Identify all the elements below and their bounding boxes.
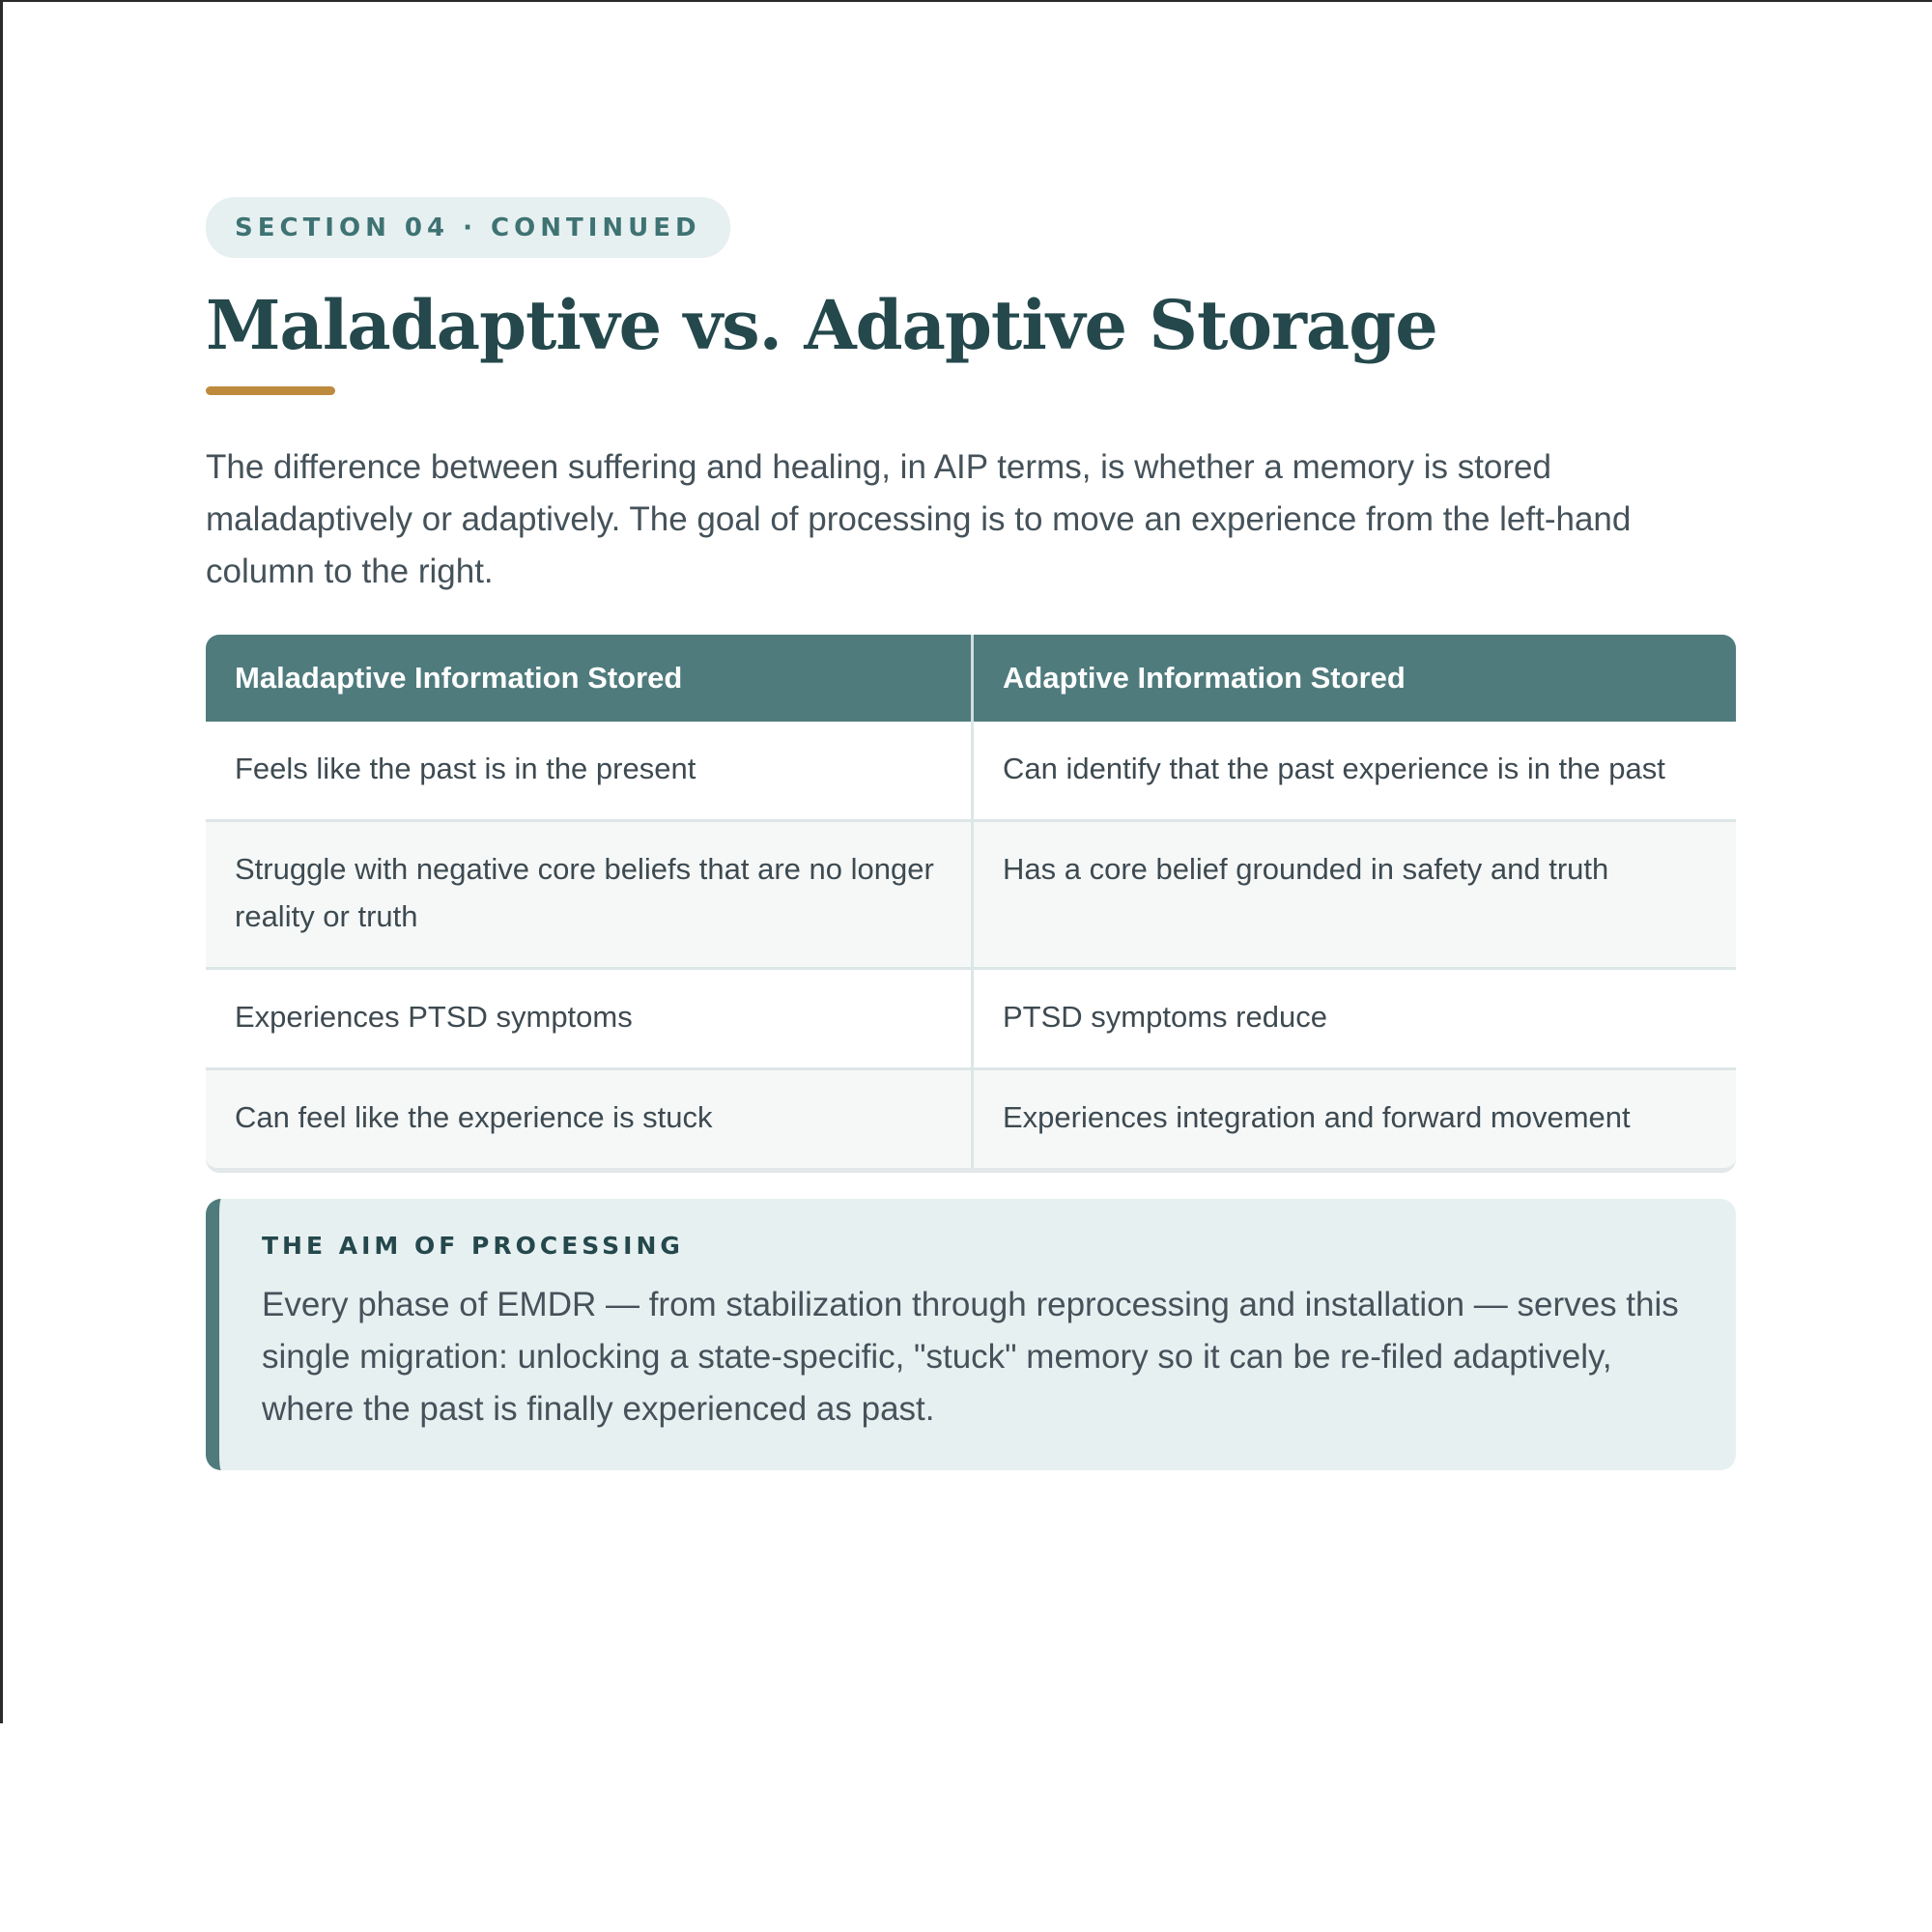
table-row bbox=[206, 967, 1736, 1067]
callout-text: Every phase of EMDR — from stabilization through reprocessing and installation — serves this single migration: unlocking a state-specific, "stuck" memory so it can be re-filed adaptively, where the past is finally experienced as past. bbox=[262, 1285, 1679, 1428]
table-header-row bbox=[206, 635, 1736, 722]
header-maladaptive: Maladaptive Information Stored bbox=[235, 660, 683, 695]
table-cell: Experiences integration and forward movement bbox=[971, 1070, 1736, 1168]
table-row bbox=[206, 1067, 1736, 1168]
table-body bbox=[206, 722, 1736, 1168]
table-cell: PTSD symptoms reduce bbox=[971, 970, 1736, 1067]
table-cell: Struggle with negative core beliefs that are no longer reality or truth bbox=[235, 851, 934, 933]
table-row bbox=[206, 722, 1736, 819]
aim-callout bbox=[206, 1199, 1736, 1470]
table-cell: Feels like the past is in the present bbox=[235, 751, 696, 785]
callout-label: THE AIM OF PROCESSING bbox=[262, 1231, 684, 1260]
table-cell: Experiences PTSD symptoms bbox=[235, 999, 633, 1034]
intro-paragraph: The difference between suffering and healing, in AIP terms, is whether a memory is stored maladaptively or adaptively. The goal of processing is to move an experience from the left-hand column to the right. bbox=[206, 447, 1632, 590]
table-row bbox=[206, 819, 1736, 967]
comparison-table bbox=[206, 635, 1736, 1172]
page-content bbox=[206, 197, 1736, 1470]
header-adaptive: Adaptive Information Stored bbox=[971, 635, 1736, 722]
page-title: Maladaptive vs. Adaptive Storage bbox=[206, 285, 1437, 365]
table-cell: Has a core belief grounded in safety and truth bbox=[971, 822, 1736, 967]
table-cell: Can feel like the experience is stuck bbox=[235, 1099, 713, 1134]
table-cell: Can identify that the past experience is in the past bbox=[971, 722, 1736, 819]
title-underline bbox=[206, 386, 335, 395]
section-label: SECTION 04 · CONTINUED bbox=[206, 197, 730, 258]
